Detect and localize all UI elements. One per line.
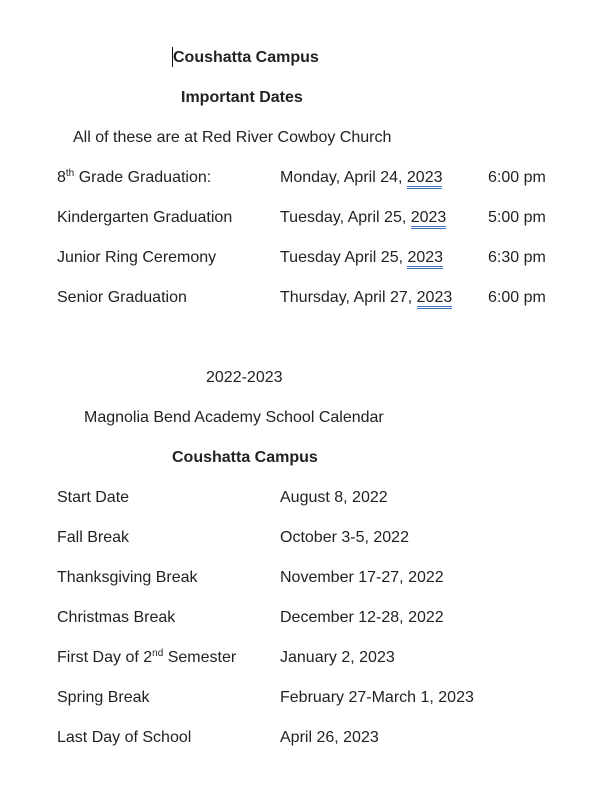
- event-time: 6:00 pm: [488, 289, 546, 306]
- calendar-date: November 17-27, 2022: [280, 569, 444, 586]
- label-text-rest: Grade Graduation:: [74, 169, 212, 186]
- event-time: 5:00 pm: [488, 209, 546, 226]
- date-year: 2023: [407, 170, 443, 189]
- label-text: Kindergarten Graduation: [57, 209, 233, 226]
- date-year: 2023: [407, 250, 443, 269]
- event-date: [280, 208, 446, 229]
- calendar-date: August 8, 2022: [280, 489, 388, 506]
- location-note: All of these are at Red River Cowboy Church: [73, 129, 392, 146]
- school-year: 2022-2023: [206, 369, 283, 386]
- calendar-date: April 26, 2023: [280, 729, 379, 746]
- date-text: Thursday, April 27,: [280, 289, 417, 306]
- label-text-rest: Semester: [163, 649, 237, 666]
- event-time: 6:00 pm: [488, 169, 546, 186]
- label-text: Thanksgiving Break: [57, 569, 198, 586]
- label-superscript: th: [65, 168, 75, 179]
- date-year: 2023: [417, 290, 453, 309]
- label-text: Senior Graduation: [57, 289, 187, 306]
- row-label: [57, 528, 129, 548]
- calendar-date: October 3-5, 2022: [280, 529, 409, 546]
- event-time: 6:30 pm: [488, 249, 546, 266]
- label-text: Junior Ring Ceremony: [57, 249, 217, 266]
- row-label: [57, 208, 232, 228]
- calendar-title: Magnolia Bend Academy School Calendar: [84, 409, 384, 426]
- date-text: Tuesday April 25,: [280, 249, 408, 266]
- calendar-date: January 2, 2023: [280, 649, 395, 666]
- row-label: [57, 648, 236, 668]
- label-text: First Day of 2: [57, 649, 153, 666]
- event-date: [280, 168, 442, 189]
- label-text: 8: [57, 169, 66, 186]
- label-text: Christmas Break: [57, 609, 176, 626]
- label-text: Fall Break: [57, 529, 130, 546]
- event-date: [280, 248, 443, 269]
- row-label: [57, 488, 129, 508]
- calendar-campus-heading: Coushatta Campus: [172, 449, 318, 466]
- label-text: Last Day of School: [57, 729, 192, 746]
- label-superscript: nd: [152, 648, 164, 659]
- date-text: Monday, April 24,: [280, 169, 407, 186]
- label-text: Start Date: [57, 489, 130, 506]
- row-label: [57, 608, 175, 628]
- event-date: [280, 288, 452, 309]
- row-label: [57, 568, 198, 588]
- row-label: [57, 728, 191, 748]
- row-label: [57, 168, 211, 188]
- calendar-date: December 12-28, 2022: [280, 609, 444, 626]
- campus-heading: Coushatta Campus: [173, 49, 319, 66]
- label-text: Spring Break: [57, 689, 150, 706]
- row-label: [57, 248, 216, 268]
- important-dates-heading: Important Dates: [181, 89, 303, 106]
- row-label: [57, 288, 187, 308]
- calendar-date: February 27-March 1, 2023: [280, 689, 474, 706]
- date-text: Tuesday, April 25,: [280, 209, 411, 226]
- row-label: [57, 688, 150, 708]
- date-year: 2023: [411, 210, 447, 229]
